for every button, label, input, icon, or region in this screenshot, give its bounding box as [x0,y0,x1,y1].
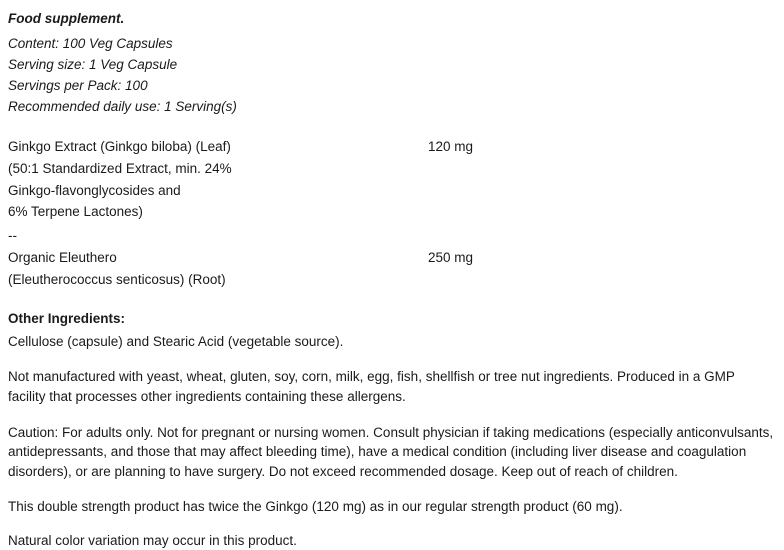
ingredient-row [8,247,774,269]
serving-info-line: Serving size: 1 Veg Capsule [8,57,178,73]
serving-info-line: Servings per Pack: 100 [8,78,148,94]
ingredient-detail-line: (Eleutherococcus senticosus) (Root) [8,272,226,288]
ingredient-name: Organic Eleuthero [8,250,117,266]
ingredient-detail-line: Ginkgo-flavonglycosides and [8,182,181,198]
ingredient-detail-line: 6% Terpene Lactones) [8,204,143,220]
ingredient-separator: -- [8,228,17,244]
strength-note: This double strength product has twice the Ginkgo (120 mg) as in our regular strength product (60 mg). [8,499,623,515]
ingredient-name: Ginkgo Extract (Ginkgo biloba) (Leaf) [8,138,231,154]
ingredient-row [8,136,774,158]
supplement-facts-table [8,136,774,291]
serving-info-line: Recommended daily use: 1 Serving(s) [8,98,237,114]
caution-statement: Caution: For adults only. Not for pregnant or nursing women. Consult physician if taking medications (especially anticonvulsants, antidepressants, and those that may affect bleeding time), have a medical condition (including liver disease and coagulation disorders), or are planning to have surgery. Do not exceed recommended dosage. Keep out of reach of children. [8,424,774,479]
other-ingredients-text: Cellulose (capsule) and Stearic Acid (vegetable source). [8,333,344,349]
ingredient-amount: 120 mg [428,138,474,154]
ingredient-amount: 250 mg [428,250,474,266]
ingredient-detail-line: (50:1 Standardized Extract, min. 24% [8,160,232,176]
page-title: Food supplement. [8,11,125,26]
serving-info-line: Content: 100 Veg Capsules [8,36,173,52]
allergen-statement: Not manufactured with yeast, wheat, gluten, soy, corn, milk, egg, fish, shellfish or tree nut ingredients. Produced in a GMP facility that processes other ingredients containing these allergens. [8,369,735,405]
other-ingredients-heading: Other Ingredients: [8,310,126,326]
serving-info-block [8,34,774,118]
color-variation-note: Natural color variation may occur in this product. [8,532,297,548]
